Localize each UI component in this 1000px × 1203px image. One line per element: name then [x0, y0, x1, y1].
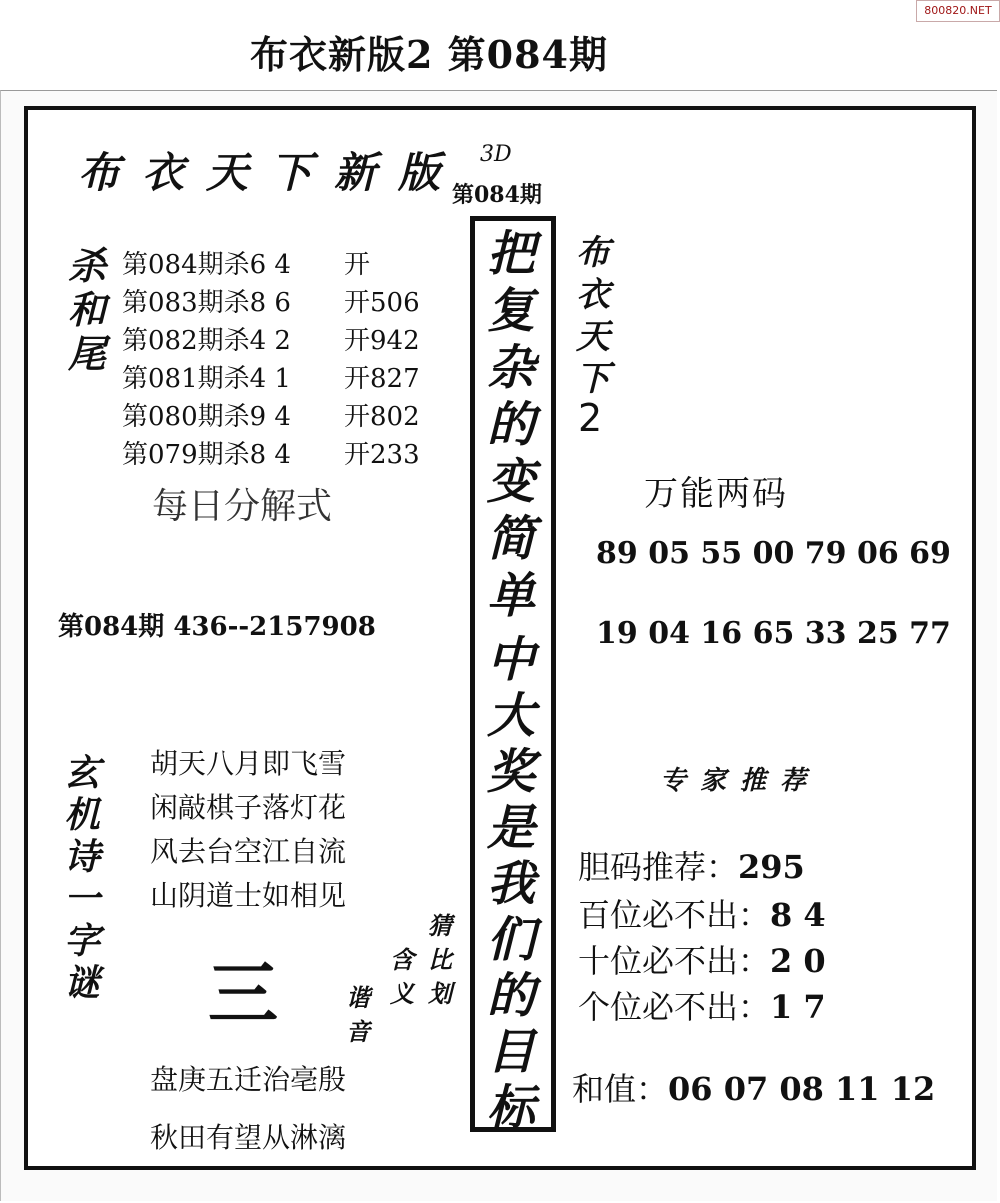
- recommend-value: 1 7: [770, 988, 826, 1026]
- hint-char: 猜: [428, 911, 452, 940]
- kill-period: 第080期杀9 4: [122, 402, 291, 432]
- kill-period: 第084期杀6 4: [122, 250, 291, 280]
- label-3d: 3D: [480, 142, 512, 167]
- hint-char: 含: [390, 945, 414, 974]
- two-code-line-2: 19 04 16 65 33 25 77: [596, 616, 951, 651]
- poem-line: 山阴道士如相见: [150, 879, 347, 912]
- kill-period: 第079期杀8 4: [122, 440, 291, 470]
- slogan-part2: 中大奖是我们的目标: [486, 632, 535, 1136]
- kill-open: 开: [344, 250, 371, 280]
- kill-row: [122, 436, 420, 474]
- kill-open: 开233: [344, 440, 420, 470]
- site-watermark: 800820.NET: [916, 0, 1000, 22]
- poem-line: 闲敲棋子落灯花: [150, 791, 347, 824]
- kill-open: 开827: [344, 364, 420, 394]
- kill-open: 开802: [344, 402, 420, 432]
- recommend-value: 295: [738, 848, 805, 886]
- sum-label: 和值：: [572, 1070, 669, 1108]
- recommend-label: 个位必不出：: [578, 988, 771, 1026]
- poem-line: 风去台空江自流: [150, 835, 347, 868]
- hint-char: 比: [428, 945, 452, 974]
- brand-title: 布衣天下新版: [78, 148, 463, 197]
- page-title: 布衣新版2 第084期: [250, 32, 608, 77]
- recommend-label: 十位必不出：: [578, 942, 771, 980]
- kill-row: [122, 398, 420, 436]
- expert-title: 专家推荐: [660, 766, 821, 796]
- recommend-line: [578, 982, 826, 1028]
- hint-char: 谐: [346, 983, 370, 1012]
- daily-formula-title: 每日分解式: [152, 486, 333, 527]
- recommend-line: [578, 890, 826, 936]
- kill-row: [122, 322, 420, 360]
- recommend-line: [578, 936, 826, 982]
- poem2-line: 秋田有望从淋漓: [150, 1121, 347, 1154]
- two-code-line-1: 89 05 55 00 79 06 69: [596, 536, 951, 571]
- riddle-poem: [150, 742, 346, 918]
- kill-row: [122, 284, 420, 322]
- kill-open: 开942: [344, 326, 420, 356]
- sum-line: [572, 1064, 935, 1110]
- side-brand-number: 2: [578, 396, 603, 440]
- hint-char: 音: [346, 1017, 370, 1046]
- recommend-value: 2 0: [770, 942, 826, 980]
- poem2-line: 盘庚五迁治亳殷: [150, 1063, 347, 1096]
- recommend-value: 8 4: [770, 896, 826, 934]
- riddle-label: 玄机诗一字谜: [64, 752, 101, 1004]
- sum-value: 06 07 08 11 12: [668, 1070, 936, 1108]
- kill-open: 开506: [344, 288, 420, 318]
- kill-row: [122, 360, 420, 398]
- kill-row: [122, 246, 420, 284]
- riddle-answer: 三: [208, 953, 278, 1035]
- recommend-line: [578, 842, 805, 888]
- two-code-title: 万能两码: [644, 474, 788, 514]
- hint-char: 划: [428, 979, 452, 1008]
- poem-line: 胡天八月即飞雪: [150, 747, 347, 780]
- recommend-label: 胆码推荐：: [578, 848, 739, 886]
- kill-period: 第082期杀4 2: [122, 326, 291, 356]
- kill-period: 第083期杀8 6: [122, 288, 291, 318]
- recommend-label: 百位必不出：: [578, 896, 771, 934]
- kill-period: 第081期杀4 1: [122, 364, 291, 394]
- kill-table: [122, 246, 420, 474]
- slogan-part1: 把复杂的变简单: [486, 226, 535, 624]
- period-label: 第084期: [452, 182, 542, 208]
- hint-char: 义: [390, 979, 414, 1008]
- side-brand-label: 布衣天下: [576, 233, 610, 399]
- kill-tail-label: 杀和尾: [67, 243, 106, 376]
- daily-formula-value: 第084期 436--2157908: [58, 612, 376, 642]
